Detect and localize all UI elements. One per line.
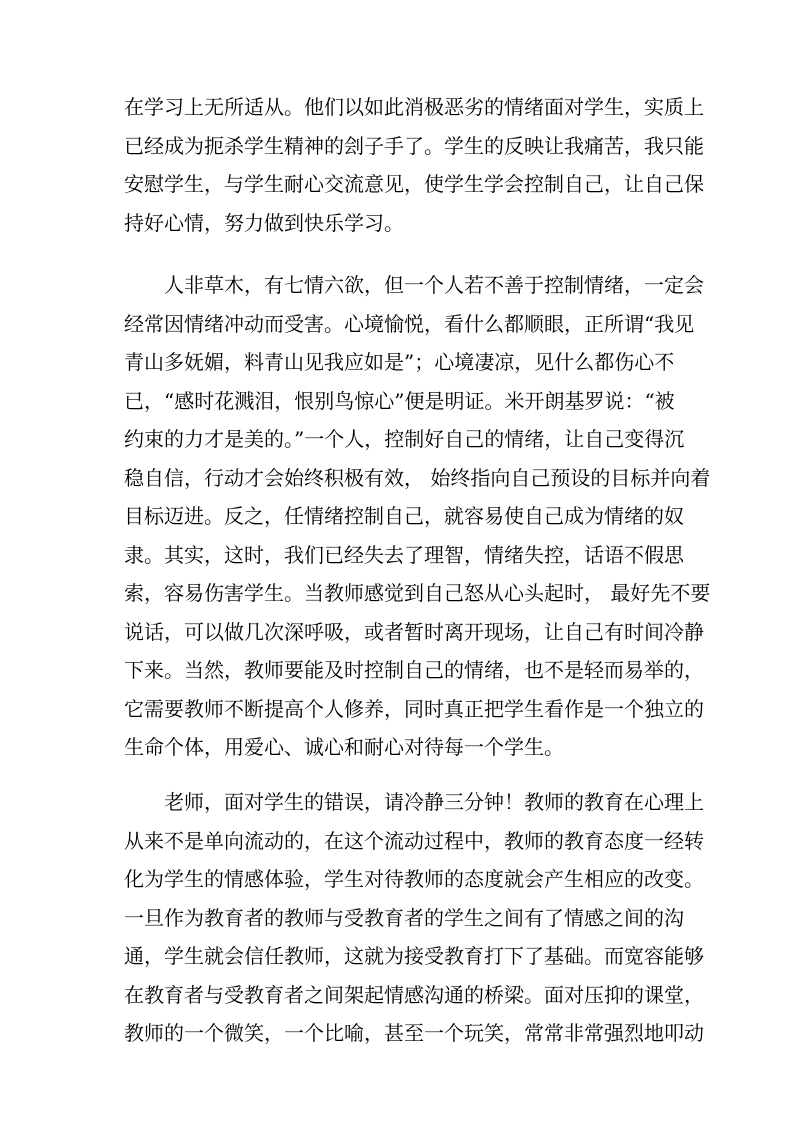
paragraph-line: 说话，可以做几次深呼吸，或者暂时离开现场，让自己有时间冷静: [124, 619, 704, 644]
paragraph-line: 人非草木，有七情六欲，但一个人若不善于控制情绪，一定会: [164, 273, 704, 297]
paragraph-line: 教师的一个微笑，一个比喻，甚至一个玩笑，常常非常强烈地叩动: [124, 1021, 704, 1045]
paragraph-line: 通，学生就会信任教师，这就为接受教育打下了基础。而宽容能够: [124, 944, 704, 968]
paragraph-line: 目标迈进。反之，任情绪控制自己，就容易使自己成为情绪的奴: [124, 504, 684, 528]
paragraph-line: 安慰学生，与学生耐心交流意见，使学生学会控制自己，让自己保: [124, 172, 704, 196]
paragraph-line: 一旦作为教育者的教师与受教育者的学生之间有了情感之间的沟: [124, 905, 684, 930]
paragraph-3: [124, 783, 704, 1053]
paragraph-line: 在学习上无所适从。他们以如此消极恶劣的情绪面对学生，实质上: [124, 95, 704, 119]
paragraph-line: 老师，面对学生的错误，请冷静三分钟！教师的教育在心理上: [164, 790, 704, 814]
paragraph-line: 化为学生的情感体验，学生对待教师的态度就会产生相应的改变。: [124, 867, 704, 891]
paragraph-2: [124, 266, 711, 767]
paragraph-line: 约束的力才是美的。”一个人，控制好自己的情绪，让自己变得沉: [124, 427, 685, 451]
paragraph-line: 已经成为扼杀学生精神的刽子手了。学生的反映让我痛苦，我只能: [124, 133, 704, 158]
paragraph-line: 已，“感时花溅泪，恨别鸟惊心”便是明证。米开朗基罗说：“被: [124, 388, 675, 413]
paragraph-line: 它需要教师不断提高个人修养，同时真正把学生看作是一个独立的: [124, 696, 704, 721]
paragraph-line: 青山多妩媚，料青山见我应如是”；心境凄凉，见什么都伤心不: [124, 350, 675, 374]
paragraph-line: 生命个体，用爱心、诚心和耐心对待每一个学生。: [124, 735, 564, 759]
paragraph-line: 下来。当然，教师要能及时控制自己的情绪，也不是轻而易举的，: [124, 658, 704, 682]
paragraph-line: 从来不是单向流动的，在这个流动过程中，教师的教育态度一经转: [124, 828, 704, 853]
paragraph-line: 持好心情，努力做到快乐学习。: [124, 210, 404, 235]
paragraph-line: 稳自信，行动才会始终积极有效， 始终指向自己预设的目标并向着: [124, 465, 711, 490]
paragraph-line: 经常因情绪冲动而受害。心境愉悦，看什么都顺眼，正所谓“我见: [124, 311, 695, 336]
paragraph-line: 在教育者与受教育者之间架起情感沟通的桥梁。面对压抑的课堂，: [124, 982, 704, 1007]
paragraph-1: [124, 88, 704, 242]
paragraph-line: 索，容易伤害学生。当教师感觉到自己怒从心头起时， 最好先不要: [124, 581, 711, 605]
paragraph-line: 隶。其实，这时，我们已经失去了理智，情绪失控，话语不假思: [124, 542, 684, 567]
